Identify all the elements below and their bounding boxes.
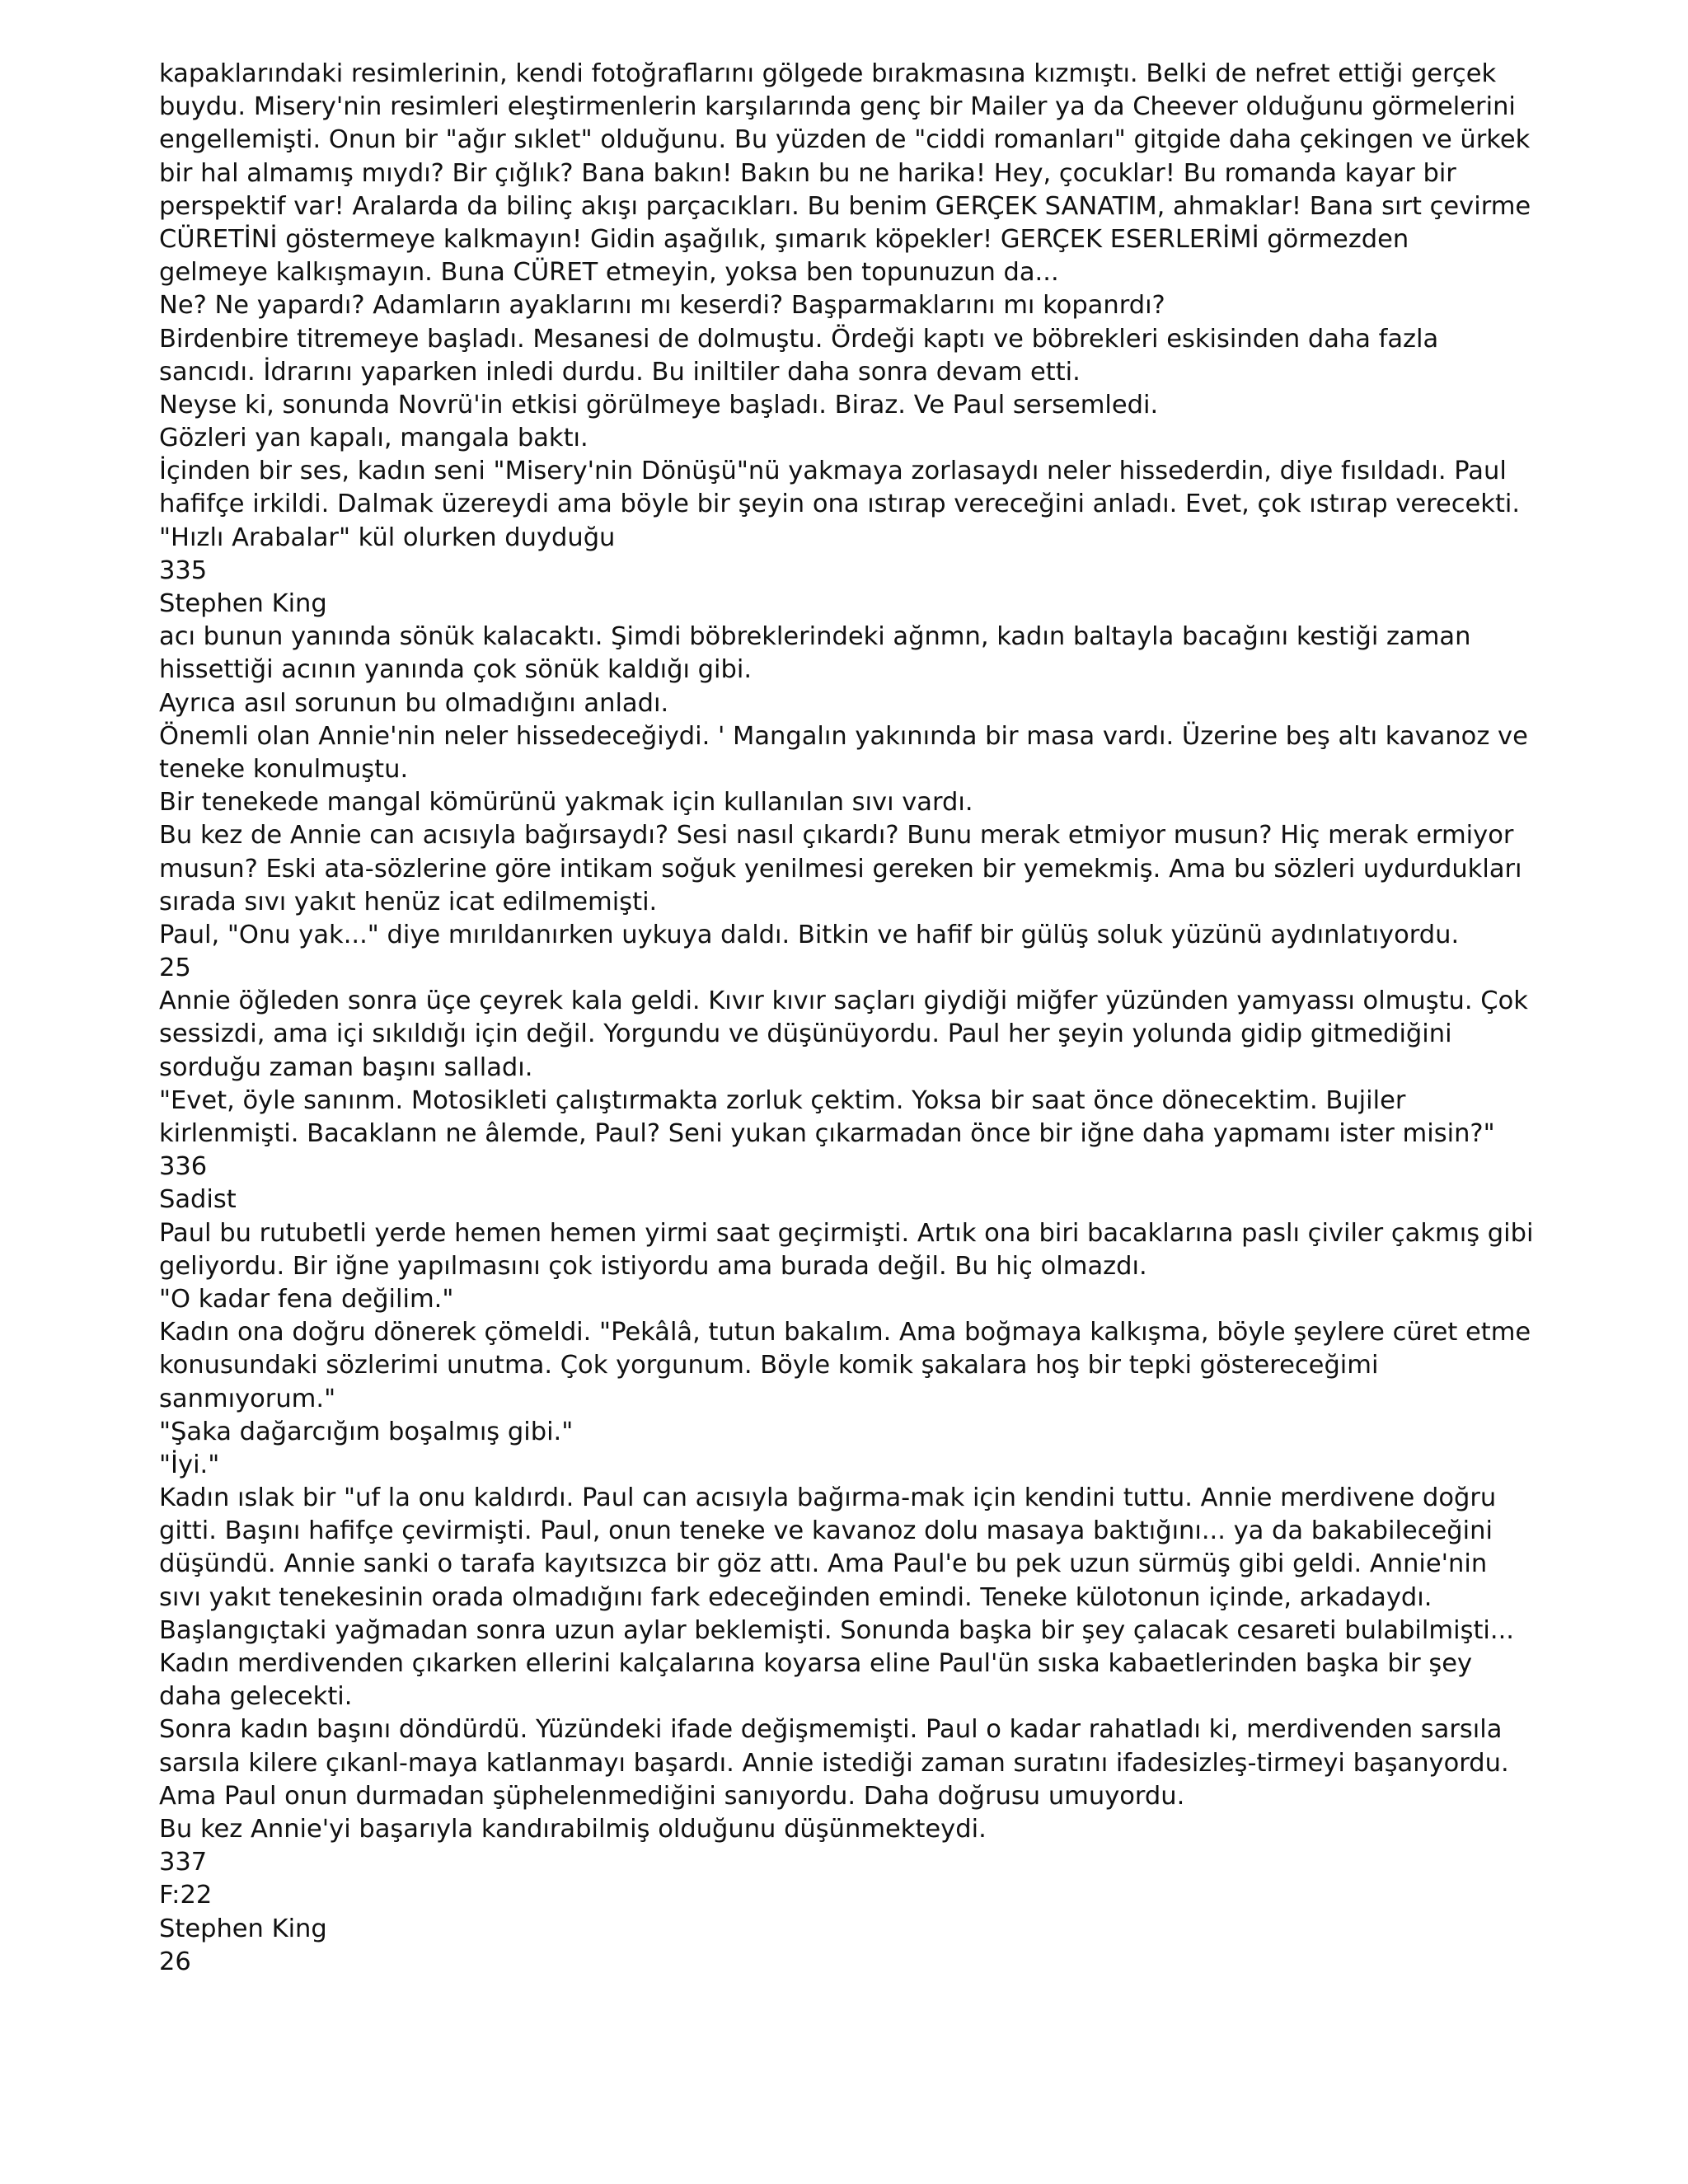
text-line: Kadın merdivenden çıkarken ellerini kalçalarına koyarsa eline Paul'ün sıska kabaetlerinden başka bir şey (159, 1649, 1473, 1678)
text-line: acı bunun yanında sönük kalacaktı. Şimdi böbreklerindeki ağnmn, kadın baltayla bacağını kestiği zaman (159, 622, 1471, 652)
text-line: "Hızlı Arabalar" kül olurken duyduğu (159, 523, 616, 552)
text-line: bir hal almamış mıydı? Bir çığlık? Bana bakın! Bakın bu ne harika! Hey, çocuklar! Bu romanda kayar bir (159, 158, 1456, 188)
text-line: Ayrıca asıl sorunun bu olmadığını anladı. (159, 688, 669, 718)
text-line: musun? Eski ata-sözlerine göre intikam soğuk yenilmesi gereken bir yemekmiş. Ama bu sözleri uydurdukları (159, 854, 1522, 883)
text-line: Kadın ıslak bir "uf la onu kaldırdı. Paul can acısıyla bağırma-mak için kendini tuttu. Annie merdivene doğru (159, 1483, 1497, 1513)
text-line: sessizdi, ama içi sıkıldığı için değil. Yorgundu ve düşünüyordu. Paul her şeyin yolunda gidip gitmediğini (159, 1019, 1452, 1049)
text-line: 337 (159, 1848, 208, 1877)
text-line: sırada sıvı yakıt henüz icat edilmemişti. (159, 887, 658, 916)
text-line: sanmıyorum." (159, 1384, 336, 1413)
text-line: 26 (159, 1947, 191, 1976)
document-page (159, 58, 1534, 1979)
text-line: "Şaka dağarcığım boşalmış gibi." (159, 1417, 574, 1446)
text-line: sarsıla kilere çıkanl-maya katlanmayı başardı. Annie istediği zaman suratını ifadesizleş-tirmeyi başanyordu. (159, 1748, 1509, 1778)
text-line: 25 (159, 954, 191, 983)
text-line: Annie öğleden sonra üçe çeyrek kala geldi. Kıvır kıvır saçları giydiği miğfer yüzünden yamyassı olmuştu. Çok (159, 987, 1528, 1016)
text-line: 336 (159, 1152, 208, 1182)
text-line: Ama Paul onun durmadan şüphelenmediğini sanıyordu. Daha doğrusu umuyordu. (159, 1781, 1185, 1811)
text-line: Başlangıçtaki yağmadan sonra uzun aylar beklemişti. Sonunda başka bir şey çalacak cesareti bulabilmişti... (159, 1615, 1514, 1645)
text-line: F:22 (159, 1881, 213, 1910)
text-line: Paul bu rutubetli yerde hemen hemen yirmi saat geçirmişti. Artık ona biri bacaklarına paslı çiviler çakmış gibi (159, 1218, 1534, 1248)
text-line: Bu kez de Annie can acısıyla bağırsaydı? Sesi nasıl çıkardı? Bunu merak etmiyor musun? Hiç merak ermiyor (159, 821, 1514, 851)
text-line: CÜRETİNİ göstermeye kalkmayın! Gidin aşağılık, şımarık köpekler! GERÇEK ESERLERİMİ görmezden (159, 224, 1409, 254)
text-line: kirlenmişti. Bacaklann ne âlemde, Paul? Seni yukan çıkarmadan önce bir iğne daha yapmamı ister misin?" (159, 1119, 1495, 1148)
text-line: Sonra kadın başını döndürdü. Yüzündeki ifade değişmemişti. Paul o kadar rahatladı ki, merdivenden sarsıla (159, 1715, 1503, 1745)
text-line: geliyordu. Bir iğne yapılmasını çok istiyordu ama burada değil. Bu hiç olmazdı. (159, 1251, 1147, 1281)
text-line: "Evet, öyle sanınm. Motosikleti çalıştırmakta zorluk çektim. Yoksa bir saat önce dönecektim. Bujiler (159, 1085, 1406, 1115)
text-line: Paul, "Onu yak..." diye mırıldanırken uykuya daldı. Bitkin ve hafif bir gülüş soluk yüzünü aydınlatıyordu. (159, 920, 1460, 949)
text-line: "O kadar fena değilim." (159, 1284, 454, 1314)
text-line: "İyi." (159, 1450, 220, 1479)
text-line: engellemişti. Onun bir "ağır sıklet" olduğunu. Bu yüzden de "ciddi romanları" gitgide daha çekingen ve ürkek (159, 125, 1531, 155)
text-line: daha gelecekti. (159, 1682, 353, 1712)
text-line: gitti. Başını hafifçe çevirmişti. Paul, onun teneke ve kavanoz dolu masaya baktığını... ya da bakabileceğini (159, 1516, 1493, 1546)
text-line: konusundaki sözlerimi unutma. Çok yorgunum. Böyle komik şakalara hoş bir tepki göstereceğimi (159, 1351, 1379, 1380)
text-line: hafifçe irkildi. Dalmak üzereydi ama böyle bir şeyin ona ıstırap vereceğini anladı. Evet, çok ıstırap verecekti. (159, 490, 1521, 519)
text-line: sancıdı. İdrarını yaparken inledi durdu. Bu iniltiler daha sonra devam etti. (159, 357, 1081, 387)
text-line: sorduğu zaman başını salladı. (159, 1052, 533, 1082)
text-line: gelmeye kalkışmayın. Buna CÜRET etmeyin, yoksa ben topunuzun da... (159, 258, 1059, 288)
text-line: Birdenbire titremeye başladı. Mesanesi de dolmuştu. Ördeği kaptı ve böbrekleri eskisinden daha fazla (159, 324, 1439, 354)
text-line: Ne? Ne yapardı? Adamların ayaklarını mı keserdi? Başparmaklarını mı kopanrdı? (159, 291, 1165, 321)
text-line: Gözleri yan kapalı, mangala baktı. (159, 424, 588, 453)
text-line: Önemli olan Annie'nin neler hissedeceğiydi. ' Mangalın yakınında bir masa vardı. Üzerine beş altı kavanoz ve (159, 721, 1528, 751)
text-line: teneke konulmuştu. (159, 754, 409, 784)
text-line: düşündü. Annie sanki o tarafa kayıtsızca bir göz attı. Ama Paul'e bu pek uzun sürmüş gibi geldi. Annie'nin (159, 1549, 1488, 1579)
text-line: İçinden bir ses, kadın seni "Misery'nin Dönüşü"nü yakmaya zorlasaydı neler hissederdin, diye fısıldadı. Paul (159, 457, 1507, 486)
text-line: Bir tenekede mangal kömürünü yakmak için kullanılan sıvı vardı. (159, 788, 973, 818)
text-line: hissettiği acının yanında çok sönük kaldığı gibi. (159, 655, 753, 685)
text-line: Stephen King (159, 589, 327, 618)
text-line: Stephen King (159, 1914, 327, 1943)
text-line: kapaklarındaki resimlerinin, kendi fotoğraflarını gölgede bırakmasına kızmıştı. Belki de nefret ettiği gerçek (159, 59, 1497, 88)
text-line: perspektif var! Aralarda da bilinç akışı parçacıkları. Bu benim GERÇEK SANATIM, ahmaklar! Bana sırt çevirme (159, 191, 1531, 221)
text-line: buydu. Misery'nin resimleri eleştirmenlerin karşılarında genç bir Mailer ya da Cheever olduğunu görmelerini (159, 92, 1516, 122)
text-line: Kadın ona doğru dönerek çömeldi. "Pekâlâ, tutun bakalım. Ama boğmaya kalkışma, böyle şeylere cüret etme (159, 1318, 1531, 1347)
text-line: sıvı yakıt tenekesinin orada olmadığını fark edeceğinden emindi. Teneke külotonun içinde, arkadaydı. (159, 1582, 1432, 1612)
text-line: Sadist (159, 1185, 237, 1215)
text-line: Bu kez Annie'yi başarıyla kandırabilmiş olduğunu düşünmekteydi. (159, 1814, 987, 1844)
text-line: Neyse ki, sonunda Novrü'in etkisi görülmeye başladı. Biraz. Ve Paul sersemledi. (159, 390, 1159, 419)
text-line: 335 (159, 555, 208, 585)
